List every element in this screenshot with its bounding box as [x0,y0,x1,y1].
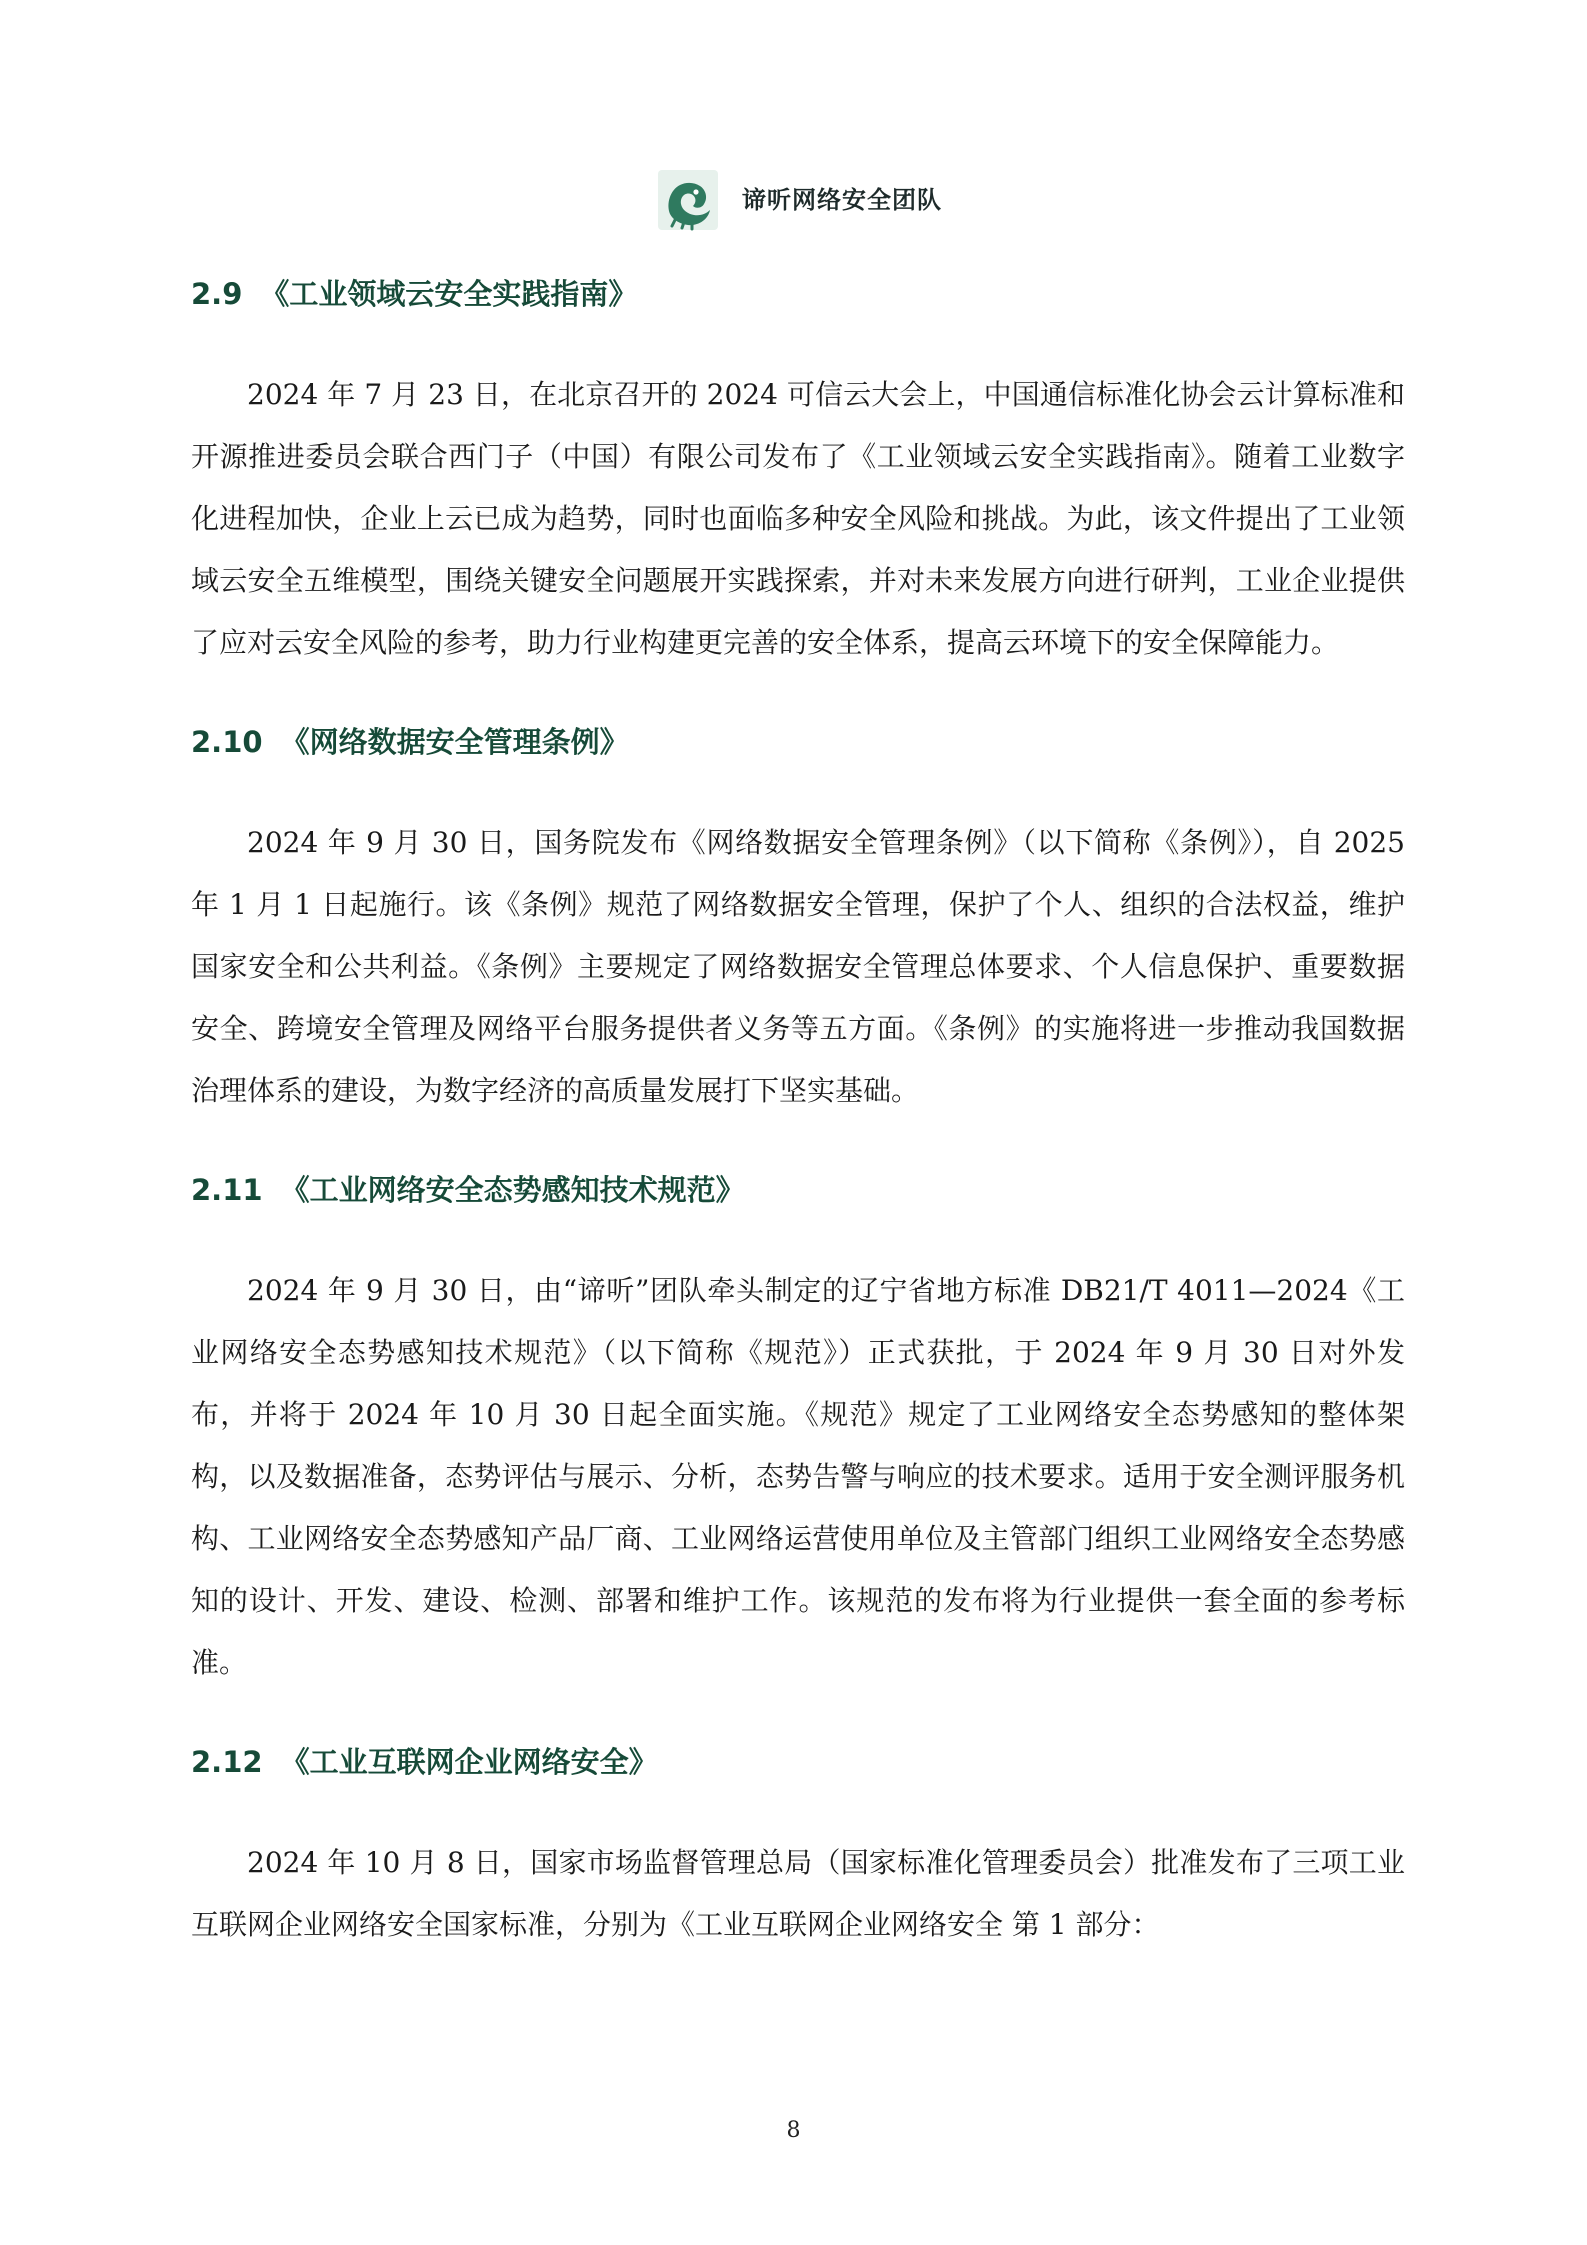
section-paragraph: 2024 年 9 月 30 日，由“谛听”团队牵头制定的辽宁省地方标准 DB21/T 4011—2024《工业网络安全态势感知技术规范》（以下简称《规范》）正式获批，于 2024 年 9 月 30 日对外发布，并将于 2024 年 10 月 30 日起全面实施。《规范》规定了工业网络安全态势感知的整体架构，以及数据准备，态势评估与展示、分析，态势告警与响应的技术要求。适用于安全测评服务机构、工业网络安全态势感知产品厂商、工业网络运营使用单位及主管部门组织工业网络安全态势感知的设计、开发、建设、检测、部署和维护工作。该规范的发布将为行业提供一套全面的参考标准。 [191,1274,1405,1679]
section-2-12 [191,1736,1405,1956]
section-paragraph: 2024 年 9 月 30 日，国务院发布《网络数据安全管理条例》（以下简称《条例》），自 2025 年 1 月 1 日起施行。该《条例》规范了网络数据安全管理，保护了个人、组织的合法权益，维护国家安全和公共利益。《条例》主要规定了网络数据安全管理总体要求、个人信息保护、重要数据安全、跨境安全管理及网络平台服务提供者义务等五方面。《条例》的实施将进一步推动我国数据治理体系的建设，为数字经济的高质量发展打下坚实基础。 [191,826,1405,1107]
section-title: 《工业领域云安全实践指南》 [260,277,638,311]
section-title: 《网络数据安全管理条例》 [280,725,629,759]
section-number: 2.10 [191,725,263,759]
page-header [0,158,1587,238]
section-heading [191,1736,1405,1788]
page-number: 8 [786,2118,801,2143]
section-title: 《工业互联网企业网络安全》 [280,1745,658,1779]
section-2-10 [191,716,1405,1164]
section-paragraph: 2024 年 7 月 23 日，在北京召开的 2024 可信云大会上，中国通信标准化协会云计算标准和开源推进委员会联合西门子（中国）有限公司发布了《工业领域云安全实践指南》。随着工业数字化进程加快，企业上云已成为趋势，同时也面临多种安全风险和挑战。为此，该文件提出了工业领域云安全五维模型，围绕关键安全问题展开实践探索，并对未来发展方向进行研判，工业企业提供了应对云安全风险的参考，助力行业构建更完善的安全体系，提高云环境下的安全保障能力。 [191,378,1405,659]
section-number: 2.9 [191,277,243,311]
section-heading [191,1164,1405,1216]
section-number: 2.12 [191,1745,263,1779]
section-2-9 [191,268,1405,716]
header-title: 谛听网络安全团队 [742,186,942,214]
team-mascot-logo-icon [656,168,720,232]
section-number: 2.11 [191,1173,263,1207]
section-heading [191,268,1405,320]
document-body [191,268,1405,1956]
section-heading [191,716,1405,768]
section-paragraph: 2024 年 10 月 8 日，国家市场监督管理总局（国家标准化管理委员会）批准发布了三项工业互联网企业网络安全国家标准，分别为《工业互联网企业网络安全 第 1 部分： [191,1846,1405,1941]
section-2-11 [191,1164,1405,1736]
section-title: 《工业网络安全态势感知技术规范》 [280,1173,745,1207]
